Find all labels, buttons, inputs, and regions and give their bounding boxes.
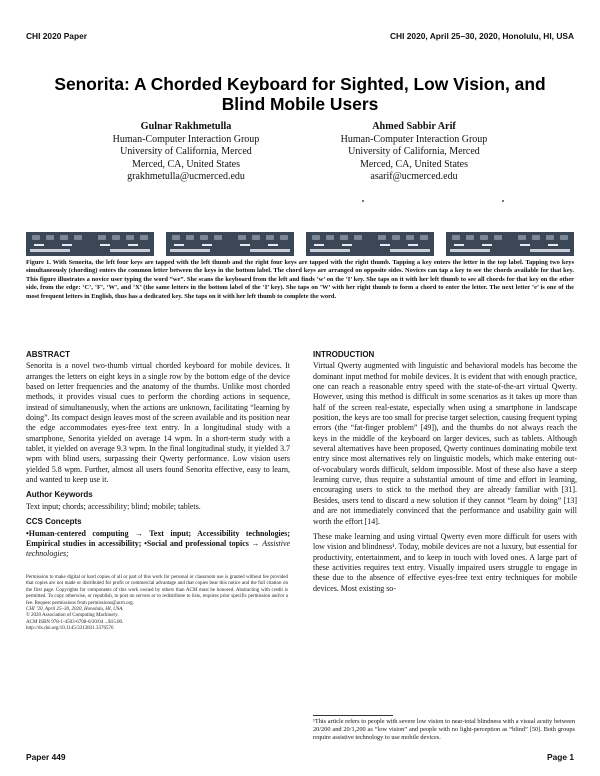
keywords-heading: Author Keywords bbox=[26, 490, 93, 500]
author-block bbox=[71, 121, 301, 184]
author-name: Gulnar Rakhmetulla bbox=[140, 121, 232, 132]
figure-caption: Figure 1. With Senorita, the left four keys are tapped with the left thumb and the right four keys are tapped with the right thumb. Tapping a key enters the letter in the top label. Tapping two keys simultaneously (chording) enters the common letter between the keys in the bottom label. The chord keys are arranged on opposite sides. Novices can tap a key to see the chords available for that key. This figure illustrates a novice user typing the word “we”. She scans the keyboard from the left and finds ‘w’ on the ‘I’ key. She taps on it with her left thumb to see all chords for that key on the other side, from the edge: ‘C’, ‘F’, ‘W’, and ‘X’ (the same letters in the bottom label of the ‘I’ key). She taps on ‘W’ with her right thumb to form a chord to enter the letter. The next letter ‘e’ is one of the most frequent letters in English, thus has a dedicated key. She taps on it with her left thumb to complete the word. bbox=[26, 259, 574, 300]
ccs-text: •Human-centered computing → Text input; Accessibility technologies; Empirical studies in accessibility; •Social and professional topics → Assistive technologies; bbox=[26, 528, 291, 559]
author-university: University of California, Merced bbox=[348, 146, 480, 158]
running-header-right: CHI 2020, April 25–30, 2020, Honolulu, HI, USA bbox=[390, 31, 574, 41]
footer-paper-number: Paper 449 bbox=[26, 752, 66, 762]
text-cursor bbox=[502, 200, 504, 202]
author-affiliation: Human-Computer Interaction Group bbox=[112, 133, 260, 145]
left-column bbox=[26, 350, 290, 565]
ccs-heading: CCS Concepts bbox=[26, 517, 82, 527]
footer-page-number: Page 1 bbox=[546, 752, 574, 762]
keyboard-image bbox=[306, 232, 434, 256]
text-cursor bbox=[362, 200, 364, 202]
figure-panel-2 bbox=[166, 198, 294, 256]
introduction-paragraph: Virtual Qwerty augmented with linguistic and behavioral models has become the dominant input method for mobile devices. It is evident that with enough practice, one can reach a reasonable entry speed with the state-of-the-art virtual Qwerty. However, using this method is difficult in some scenarios as it takes up more than half of the screen real-estate, especially when using a smartphone in landscape position, the keys are too small for precise target selection, causing frequent typing errors (the “fat-finger problem” [49]), and the thumbs do not always reach the keys in the middle of the keyboard on larger devices, such as tablets. Although several alternatives have been proposed, Qwerty continues dominating mobile text entry since most alternatives rely on linguistic models, which make entering out-of-vocabulary words difficult, seldom impossible. Most of these also have a steep learning curve, thus require a substantial amount of time and effort in learning, encouraging users to stick to the method they are already familiar with [31]. Besides, users tend to discard a new solution if they cannot “learn by doing” [13] and are not immediately convinced that the performance and usability gain will worth the effort [14]. bbox=[313, 361, 577, 526]
footnote: ¹This article refers to people with severe low vision to near-total blindness with a visual acuity between 20/200 and 20/1,200 as “low vision” and people with no light-perception as “blind” [50]. Both groups require assistive technology to use mobile devices. bbox=[313, 718, 575, 741]
right-column bbox=[313, 350, 577, 599]
keywords-text: Text input; chords; accessibility; blind; mobile; tablets. bbox=[26, 501, 201, 511]
figure-panel-3 bbox=[306, 198, 434, 256]
footnote-rule bbox=[313, 715, 393, 716]
author-email: asarif@ucmerced.edu bbox=[370, 171, 458, 183]
permission-notice: Permission to make digital or hard copies of all or part of this work for personal or classroom use is granted without fee provided that copies are not made or distributed for profit or commercial advantage and that copies bear this notice and the full citation on the first page. Copyrights for components of this work owned by others than ACM must be honored. Abstracting with credit is permitted. To copy otherwise, or republish, to post on servers or to redistribute to lists, requires prior specific permission and/or a fee. Request permissions from permissions@acm.org. CHI ’20, April 25–30, 2020, Honolulu, HI, USA. © 2020 Association of Computing Machinery. ACM ISBN 978-1-4503-6708-0/20/04 ...$15.00. http://dx.doi.org/10.1145/3313831.3376576 bbox=[26, 575, 288, 632]
figure-panel-1 bbox=[26, 198, 154, 256]
abstract-heading: ABSTRACT bbox=[26, 350, 70, 359]
author-block bbox=[299, 121, 529, 184]
author-location: Merced, CA, United States bbox=[359, 158, 469, 170]
keyboard-image bbox=[166, 232, 294, 256]
author-university: University of California, Merced bbox=[120, 146, 252, 158]
author-name: Ahmed Sabbir Arif bbox=[372, 121, 456, 132]
abstract-text: Senorita is a novel two-thumb virtual chorded keyboard for mobile devices. It arranges the letters on eight keys in a single row by the bottom edge of the device based on letter frequencies and the anatomy of the thumbs. Unlike most chorded methods, it provides visual cues to perform the chording actions in sequence, instead of simultaneously, when the actions are unknown, facilitating “learning by doing”. Its compact design leaves most of the screen available and its position near the edge accommodates eyes-free text entry. In a longitudinal study with a smartphone, Senorita yielded on average 14 wpm. In a short-term study with a tablet, it yielded on average 9.3 wpm. In the final longitudinal study, it yielded 3.7 wpm with blind users, surpassing their Qwerty performance. Low vision users yielded 5.8 wpm. Further, almost all users found Senorita effective, easy to learn, and wanted to keep use it. bbox=[26, 361, 290, 485]
paper-title: Senorita: A Chorded Keyboard for Sighted, Low Vision, and Blind Mobile Users bbox=[54, 74, 546, 114]
author-location: Merced, CA, United States bbox=[131, 158, 241, 170]
figure-1-keyboard-illustrations bbox=[26, 198, 574, 256]
running-header-left: CHI 2020 Paper bbox=[26, 31, 87, 41]
author-affiliation: Human-Computer Interaction Group bbox=[340, 133, 488, 145]
keyboard-image bbox=[446, 232, 574, 256]
figure-panel-4 bbox=[446, 198, 574, 256]
introduction-paragraph: These make learning and using virtual Qwerty even more difficult for users with low vision and blindness¹. Today, mobile devices are not a luxury, but essential for productivity, entertainment, and to keep in touch with loved ones. A large part of these activities requires text entry. Visually impaired users struggle to engage in these due to the absence of effective eyes-free text entry techniques for mobile devices. Most existing so- bbox=[313, 531, 577, 593]
author-email: grakhmetulla@ucmerced.edu bbox=[127, 171, 245, 183]
introduction-heading: INTRODUCTION bbox=[313, 350, 375, 359]
keyboard-image bbox=[26, 232, 154, 256]
